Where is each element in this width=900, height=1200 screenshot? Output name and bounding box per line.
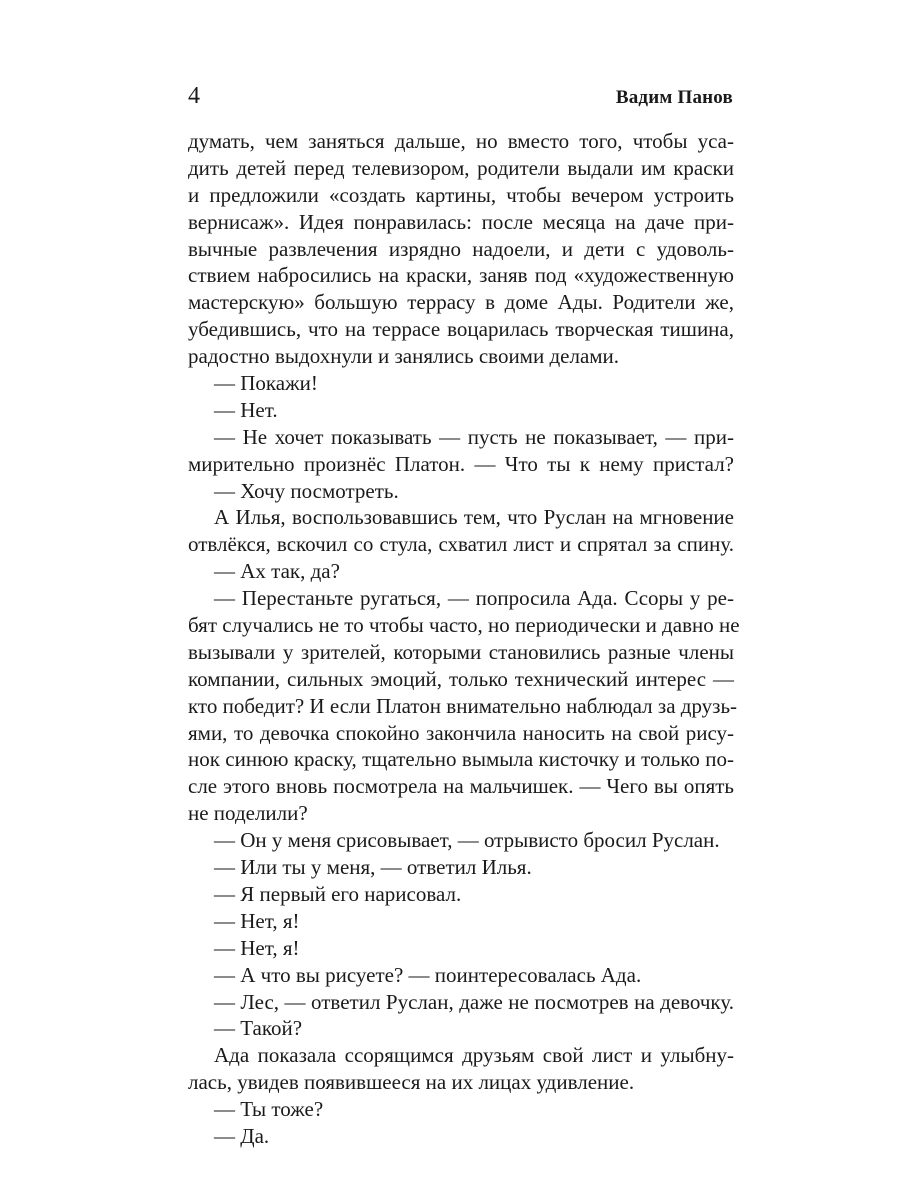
text-line: радостно выдохнули и занялись своими делами. [188, 344, 620, 369]
text-line: думать, чем заняться дальше, но вместо того, чтобы уса- [188, 129, 734, 153]
text-line: — Ах так, да? [214, 559, 340, 584]
text-line: сле этого вновь посмотрела на мальчишек. — Чего вы опять [188, 774, 734, 799]
text-line: — Покажи! [214, 371, 318, 396]
text-line: и предложили «создать картины, чтобы вечером устроить [188, 182, 734, 207]
text-line: — Не хочет показывать — пусть не показывает, — при- [214, 424, 734, 449]
text-line: — Нет, я! [214, 908, 300, 933]
text-line: вызывали у зрителей, которыми становились разные члены [188, 639, 734, 664]
text-line: нок синюю краску, тщательно вымыла кисточку и только по- [188, 747, 734, 772]
text-line: дить детей перед телевизором, родители выдали им краски [188, 155, 734, 180]
text-line: не поделили? [188, 801, 308, 826]
text-line: вычные развлечения изрядно надоели, и дети с удоволь- [188, 236, 734, 261]
text-line: — Да. [214, 1123, 270, 1148]
text-line: — Я первый его нарисовал. [214, 881, 462, 906]
text-line: Ада показала ссорящимся друзьям свой лист и улыбну- [214, 1043, 734, 1068]
text-line: — Хочу посмотреть. [214, 478, 399, 503]
text-line: — Ты тоже? [214, 1097, 324, 1122]
text-line: А Илья, воспользовавшись тем, что Руслан на мгновение [214, 505, 734, 530]
text-line: — Нет. [214, 397, 278, 422]
body-text [188, 128, 740, 1150]
text-line: бят случались не то чтобы часто, но периодически и давно не [188, 613, 740, 638]
text-line: — Или ты у меня, — ответил Илья. [214, 855, 532, 880]
text-line: мирительно произнёс Платон. — Что ты к нему пристал? [188, 451, 734, 476]
text-line: — Он у меня срисовывает, — отрывисто бросил Руслан. [214, 828, 720, 853]
page-number: 4 [188, 83, 200, 109]
text-line: компании, сильных эмоций, только технический интерес — [188, 666, 734, 691]
text-line: отвлёкся, вскочил со стула, схватил лист и спрятал за спину. [188, 532, 734, 557]
text-line: — Нет, я! [214, 935, 300, 960]
text-line: вернисаж». Идея понравилась: после месяца на даче при- [188, 209, 734, 234]
text-line: — А что вы рисуете? — поинтересовалась Ада. [214, 962, 642, 987]
text-line: лась, увидев появившееся на их лицах удивление. [188, 1070, 635, 1095]
text-line: убедившись, что на террасе воцарилась творческая тишина, [188, 317, 734, 342]
text-line: — Перестаньте ругаться, — попросила Ада. Ссоры у ре- [214, 586, 734, 611]
text-line: — Лес, — ответил Руслан, даже не посмотрев на девочку. [214, 989, 734, 1014]
text-line: ствием набросились на краски, заняв под «художественную [188, 263, 734, 288]
text-line: мастерскую» большую террасу в доме Ады. Родители же, [188, 290, 734, 315]
text-line: — Такой? [214, 1016, 303, 1041]
text-line: кто победит? И если Платон внимательно наблюдал за друзь- [188, 693, 738, 718]
running-head-author: Вадим Панов [615, 87, 733, 108]
text-line: ями, то девочка спокойно закончила наносить на свой рису- [188, 720, 734, 745]
